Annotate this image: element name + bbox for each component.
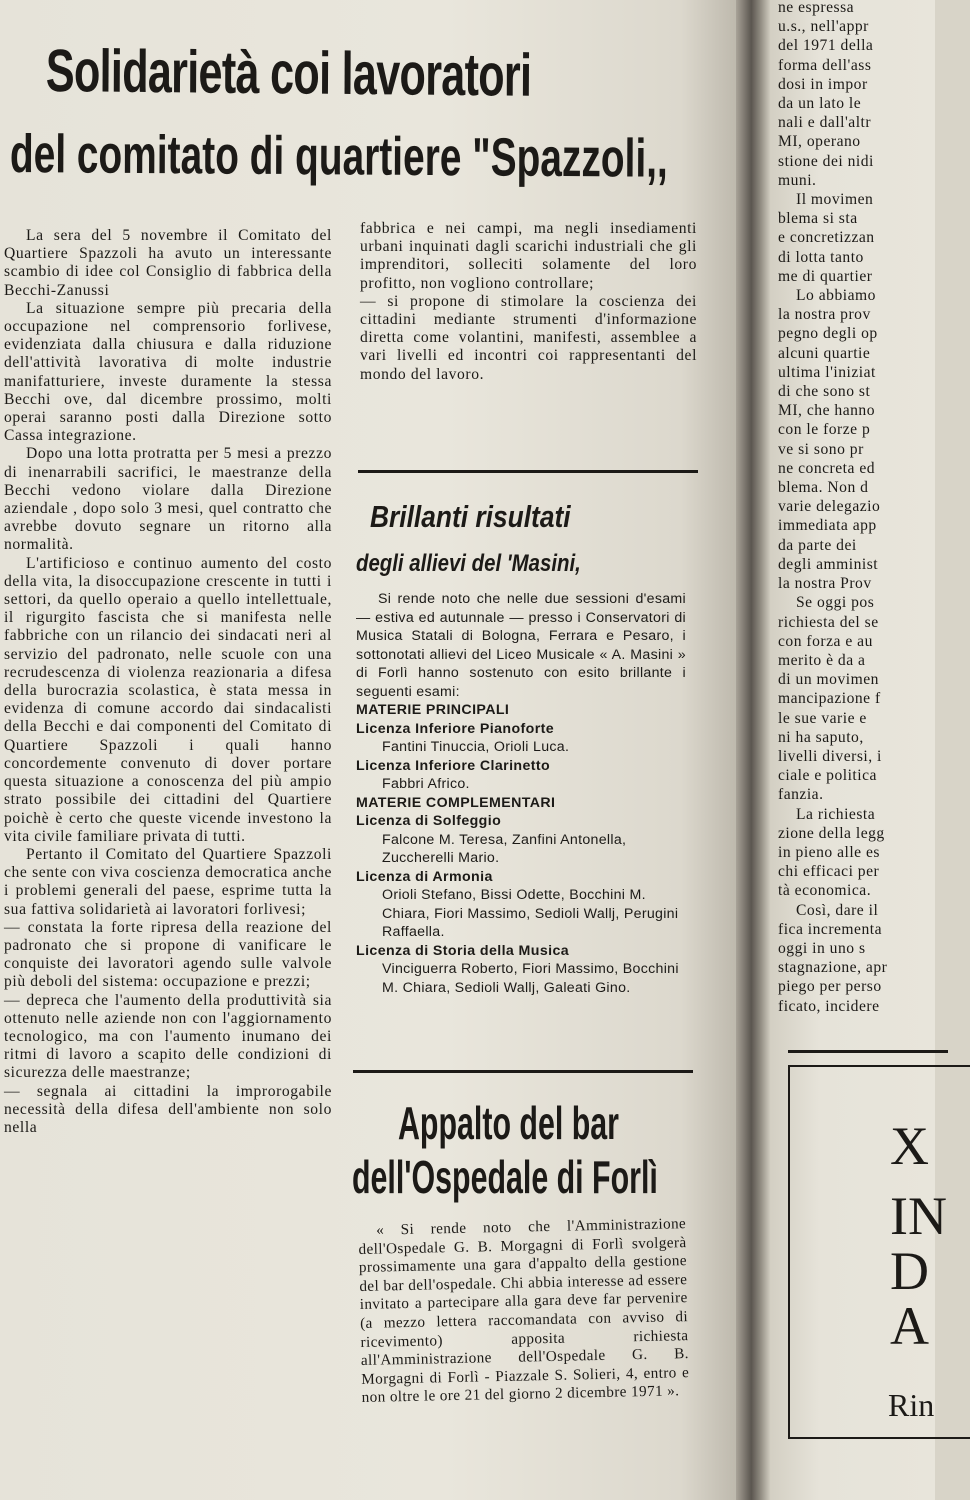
- right-page-line: in pieno alle es: [778, 843, 880, 861]
- results-heading: Licenza di Armonia: [356, 868, 493, 885]
- right-page-line: alcuni quartie: [778, 344, 871, 362]
- results-names: Orioli Stefano, Bissi Odette, Bocchini M. Chiara, Fiori Massimo, Sedioli Wallj, Perugini Raffaella.: [382, 887, 679, 940]
- right-page-line: chi efficaci per: [778, 863, 880, 881]
- right-page: [770, 0, 947, 1500]
- right-page-line: Lo abbiamo: [796, 287, 876, 305]
- results-names: Fantini Tinuccia, Orioli Luca.: [382, 739, 570, 755]
- box-heading-line: A: [890, 1296, 929, 1356]
- section-divider: [358, 470, 698, 473]
- results-body: [356, 590, 686, 997]
- box-heading-line: D: [890, 1241, 929, 1301]
- section-divider: [353, 1070, 693, 1073]
- right-page-line: ne concreta ed: [778, 459, 876, 477]
- right-page-line: con le forze p: [778, 421, 871, 439]
- article-subtitle: del comitato di quartiere "Spazzoli,,: [9, 124, 668, 189]
- page-gutter: [736, 0, 770, 1500]
- article-paragraph: — si propone di stimolare la coscienza dei cittadini mediante strumenti d'informazione diretta come volantini, manifesti, assemblee a vari livelli ed incontri coi rappresentanti del mondo del lavoro.: [360, 292, 697, 383]
- right-page-line: del 1971 della: [778, 37, 874, 55]
- right-page-line: Se oggi pos: [796, 594, 875, 612]
- right-page-line: u.s., nell'appr: [778, 18, 869, 36]
- right-page-line: ve si sono pr: [778, 440, 864, 458]
- article-paragraph: Pertanto il Comitato del Quartiere Spazzoli che sente con viva coscienza democratica anche i problemi generali del paese, esprime tutta la sua fattiva solidarietà ai lavoratori forlivesi;: [4, 845, 332, 918]
- right-page-line: La richiesta: [796, 805, 876, 823]
- box-heading-line: X: [890, 1116, 929, 1176]
- right-page-line: immediata app: [778, 517, 877, 535]
- right-page-line: ultima l'iniziat: [778, 363, 876, 381]
- right-page-line: piego per perso: [778, 978, 882, 996]
- right-page-line: blema si sta: [778, 210, 858, 228]
- article-paragraph: La sera del 5 novembre il Comitato del Quartiere Spazzoli ha avuto un interessante scambio di idee col Consiglio di fabbrica della Becchi-Zanussi: [4, 227, 332, 299]
- section-divider: [788, 1050, 948, 1053]
- right-page-line: pegno degli op: [778, 325, 878, 343]
- results-heading: MATERIE COMPLEMENTARI: [356, 794, 556, 811]
- right-page-line: stagnazione, apr: [778, 959, 888, 977]
- right-page-line: oggi in uno s: [778, 939, 866, 957]
- right-page-line: nali e dall'altr: [778, 114, 872, 132]
- right-page-line: di che sono st: [778, 383, 871, 401]
- article-column-left: [0, 227, 332, 1137]
- right-page-line: ni ha saputo,: [778, 728, 864, 746]
- results-heading: Licenza di Solfeggio: [356, 813, 502, 829]
- results-subtitle: degli allievi del 'Masini,: [356, 550, 581, 577]
- right-page-line: la nostra prov: [778, 306, 871, 324]
- article-paragraph: — depreca che l'aumento della produttività sia ottenuto nelle aziende non con l'aggiornamento tecnologico, ma con l'aumento inumano dei ritmi di lavoro a scapito delle condizioni di sicurezza delle maestranze;: [4, 991, 332, 1082]
- right-page-line: degli amminist: [778, 555, 879, 573]
- right-page-line: fica incrementa: [778, 920, 883, 938]
- results-intro: Si rende noto che nelle due sessioni d'esami — estiva ed autunnale — presso i Conservatori di Musica Statali di Bologna, Ferrara e Pesaro, i sottonotati allievi del Liceo Musicale « A. Masini » di Forlì hanno sostenuto con esito brillante i seguenti esami:: [356, 591, 686, 700]
- right-page-line: e concretizzan: [778, 229, 875, 247]
- article-paragraph: — segnala ai cittadini la improrogabile necessità della difesa dell'ambiente non solo nella: [4, 1082, 332, 1136]
- right-page-line: ne espressa: [778, 0, 855, 16]
- right-page-line: le sue varie e: [778, 709, 867, 727]
- right-page-line: con forza e au: [778, 632, 873, 650]
- results-names: Fabbri Africo.: [382, 776, 470, 792]
- right-page-line: mancipazione f: [778, 690, 881, 708]
- right-page-line: da parte dei: [778, 536, 857, 554]
- article-paragraph: L'artificioso e continuo aumento del costo della vita, la disoccupazione crescente in tutti i settori, da quello operaio a quello intellettuale, il rigurgito fascista che si manifesta nelle fabbriche con un rilancio dei sindacati neri al servizio del padronato, nelle scuole con una recrudescenza di violenza reazionaria a difesa della burocrazia scolastica, è stata messa in evidenza di comune accordo dai sindacalisti della Becchi e dai componenti del Comitato di Quartiere Spazzoli i quali hanno concordemente convenuto di dover portare questa situazione a conoscenza del più ampio strato possibile dei cittadini del Quartiere poichè è certo che queste vicende investono la vita civile familiare privata di tutti.: [4, 554, 332, 845]
- right-page-line: ficato, incidere: [778, 997, 880, 1015]
- article-paragraph: Dopo una lotta protratta per 5 mesi a prezzo di inenarrabili sacrifici, le maestranze della Becchi vedono violare dalla Direzione aziendale , dopo solo 3 mesi, quel contratto che avrebbe dovuto segnare un ritorno alla normalità.: [4, 445, 332, 554]
- results-heading: Licenza di Storia della Musica: [356, 942, 570, 959]
- box-heading-line: IN: [890, 1186, 947, 1246]
- right-page-line: zione della legg: [778, 824, 885, 842]
- tender-body: [358, 1215, 690, 1408]
- article-paragraph: La situazione sempre più precaria della occupazione nel comprensorio forlivese, evidenziata dalla chiusura e dalla riduzione dell'attività lavorativa di molte industrie manifatturiere, investe duramente la stessa Becchi ove, dal dicembre prossimo, molti operai saranno posti dalla Direzione sotto Cassa integrazione.: [4, 299, 332, 445]
- right-page-line: varie delegazio: [778, 498, 881, 516]
- tender-paragraph: « Si rende noto che l'Amministrazione dell'Ospedale G. B. Morgagni di Forlì svolgerà prossimamente una gara d'appalto della gestione del bar dell'ospedale. Chi abbia interesse ad essere invitato a partecipare alla gara deve far pervenire (a mezzo lettera raccomandata con avviso di ricevimento) apposita richiesta all'Amministrazione dell'Ospedale G. B. Morgagni di Forlì - Piazzale S. Solieri, 4, entro e non oltre le ore 21 del giorno 2 dicembre 1971 ».: [358, 1215, 690, 1407]
- right-page-line: muni.: [778, 171, 817, 189]
- right-page-line: Così, dare il: [796, 901, 879, 919]
- right-page-line: livelli diversi, i: [778, 747, 882, 765]
- right-page-line: ciale e politica: [778, 767, 877, 785]
- right-page-line: MI, operano: [778, 133, 861, 151]
- tender-subtitle: dell'Ospedale di Forlì: [352, 1151, 658, 1203]
- right-page-line: forma dell'ass: [778, 56, 872, 74]
- right-page-line: di lotta tanto: [778, 248, 864, 266]
- right-page-line: tà economica.: [778, 882, 872, 900]
- right-page-line: me di quartier: [778, 267, 873, 285]
- right-page-line: di un movimen: [778, 671, 879, 689]
- results-title: Brillanti risultati: [370, 499, 571, 534]
- right-page-line: merito è da a: [778, 651, 866, 669]
- right-page-line: da un lato le: [778, 95, 862, 113]
- right-page-line: blema. Non d: [778, 479, 869, 497]
- right-page-line: richiesta del se: [778, 613, 879, 631]
- article-title: Solidarietà coi lavoratori: [45, 37, 532, 109]
- right-page-line: la nostra Prov: [778, 575, 872, 593]
- right-page-text: [778, 0, 948, 1016]
- article-column-continuation: [360, 220, 697, 384]
- results-names: Vinciguerra Roberto, Fiori Massimo, Bocchini M. Chiara, Sedioli Wallj, Galeati Gino.: [382, 961, 679, 996]
- article-paragraph: fabbrica e nei campi, ma negli insediamenti urbani inquinati dagli scarichi industriali che gli imprenditori, solleciti solamente del loro profitto, non vogliono controllare;: [360, 220, 697, 292]
- results-heading: Licenza Inferiore Pianoforte: [356, 720, 555, 737]
- right-page-line: fanzia.: [778, 786, 824, 804]
- right-page-line: Il movimen: [796, 191, 874, 209]
- results-names: Falcone M. Teresa, Zanfini Antonella, Zuccherelli Mario.: [382, 831, 627, 866]
- right-page-line: MI, che hanno: [778, 402, 876, 420]
- right-page-line: dosi in impor: [778, 75, 868, 93]
- announcement-box: [788, 1065, 970, 1439]
- results-heading: Licenza Inferiore Clarinetto: [356, 757, 551, 774]
- article-paragraph: — constata la forte ripresa della reazione del padronato che si propone di vanificare le conquiste dei lavoratori agendo sulle valvole più deboli del sistema: occupazione e prezzi;: [4, 918, 332, 991]
- right-page-line: stione dei nidi: [778, 152, 874, 170]
- tender-title: Appalto del bar: [398, 1097, 619, 1149]
- results-heading: MATERIE PRINCIPALI: [356, 702, 510, 718]
- box-footer-text: Rin: [888, 1387, 935, 1423]
